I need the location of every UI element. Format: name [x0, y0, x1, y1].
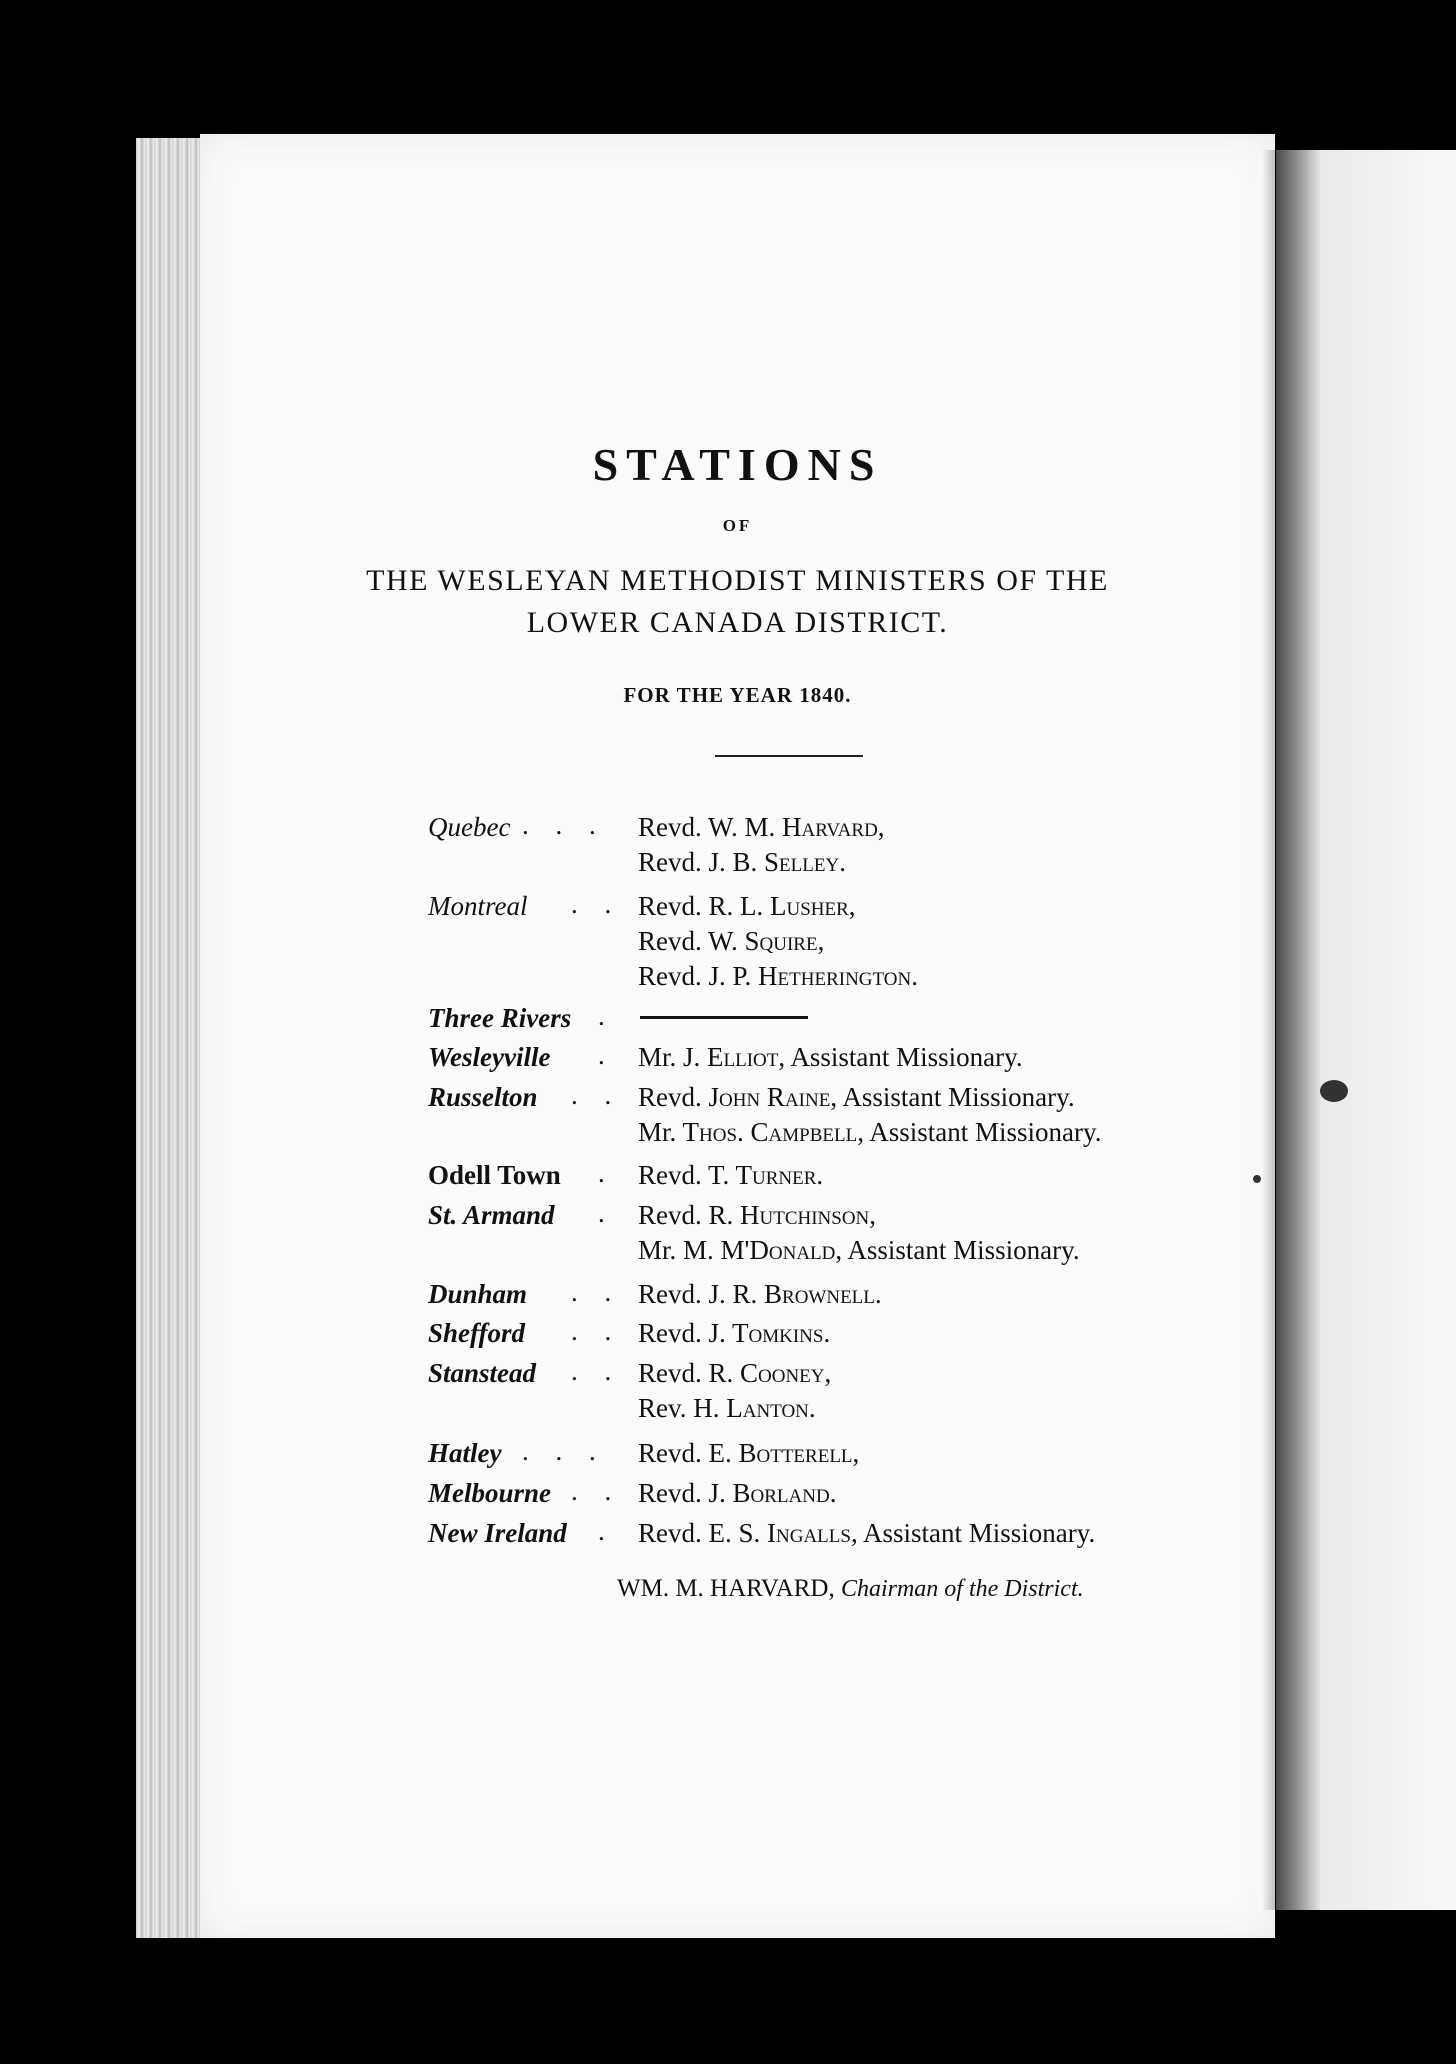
station-name-montreal: Montreal [428, 891, 528, 921]
station-name-new-ireland: New Ireland [428, 1518, 567, 1548]
chairman-title: Chairman of the District. [840, 1576, 1084, 1602]
subtitle-line-1: THE WESLEYAN METHODIST MINISTERS OF THE [366, 564, 1109, 597]
subtitle-line-2: LOWER CANADA DISTRICT. [526, 606, 949, 639]
title-connector: OF [722, 516, 753, 535]
leader-dots: . . . [522, 1436, 606, 1466]
station-name-russelton: Russelton [428, 1082, 538, 1112]
leader-dots: . . [571, 1277, 622, 1307]
station-name-wesleyville: Wesleyville [428, 1042, 551, 1072]
scan-speck [1253, 1175, 1261, 1183]
station-entry: Revd. John Raine, Assistant Missionary. [638, 1082, 1075, 1112]
station-name-stanstead: Stanstead [428, 1358, 537, 1388]
station-name-odell-town: Odell Town [428, 1160, 561, 1190]
station-entry: Revd. E. S. Ingalls, Assistant Missionary. [638, 1518, 1096, 1548]
leader-dots: . . [571, 889, 622, 919]
book-page [200, 134, 1275, 1938]
chairman-signature [617, 1575, 1084, 1603]
leader-dots: . [598, 1516, 615, 1546]
leader-dots: . [598, 1001, 615, 1031]
station-entry: Revd. W. M. Harvard, [638, 812, 885, 842]
year-line: FOR THE YEAR 1840. [623, 683, 852, 707]
station-name-quebec: Quebec [428, 812, 511, 842]
station-entry: Revd. R. L. Lusher, [638, 891, 856, 921]
station-entry: Mr. J. Elliot, Assistant Missionary. [638, 1042, 1023, 1072]
station-name-hatley: Hatley [428, 1438, 502, 1468]
leader-dots: . [598, 1198, 615, 1228]
page-title: STATIONS [592, 439, 883, 490]
leader-dots: . . [571, 1476, 622, 1506]
leader-dots: . . [571, 1316, 622, 1346]
station-entry: Mr. M. M'Donald, Assistant Missionary. [638, 1235, 1080, 1265]
station-entry: Revd. R. Cooney, [638, 1358, 832, 1388]
station-entry: Rev. H. Lanton. [638, 1393, 816, 1423]
station-name-shefford: Shefford [428, 1318, 526, 1348]
leader-dots: . . [571, 1356, 622, 1386]
chairman-name: WM. M. HARVARD, [617, 1575, 835, 1602]
station-entry: Revd. J. R. Brownell. [638, 1279, 882, 1309]
station-name-dunham: Dunham [428, 1279, 528, 1309]
station-entry: Revd. J. Borland. [638, 1478, 837, 1508]
station-entry: Mr. Thos. Campbell, Assistant Missionary. [638, 1117, 1102, 1147]
heading-rule [715, 755, 863, 757]
scan-blot [1320, 1080, 1348, 1102]
station-entry: Revd. J. B. Selley. [638, 847, 846, 877]
station-entry: Revd. W. Squire, [638, 926, 825, 956]
station-entry: Revd. E. Botterell, [638, 1438, 860, 1468]
station-name-st-armand: St. Armand [428, 1200, 555, 1230]
leader-dots: . . [571, 1080, 622, 1110]
station-entry: Revd. J. P. Hetherington. [638, 961, 918, 991]
station-entry: Revd. T. Turner. [638, 1160, 824, 1190]
leader-dots: . [598, 1040, 615, 1070]
station-name-three-rivers: Three Rivers [428, 1003, 572, 1033]
station-name-melbourne: Melbourne [428, 1478, 552, 1508]
leader-dots: . [598, 1158, 615, 1188]
station-entry: Revd. J. Tomkins. [638, 1318, 831, 1348]
station-entry: Revd. R. Hutchinson, [638, 1200, 877, 1230]
leader-dots: . . . [522, 810, 606, 840]
vacant-station-rule [640, 1016, 808, 1019]
facing-page-edge [1276, 150, 1456, 1910]
